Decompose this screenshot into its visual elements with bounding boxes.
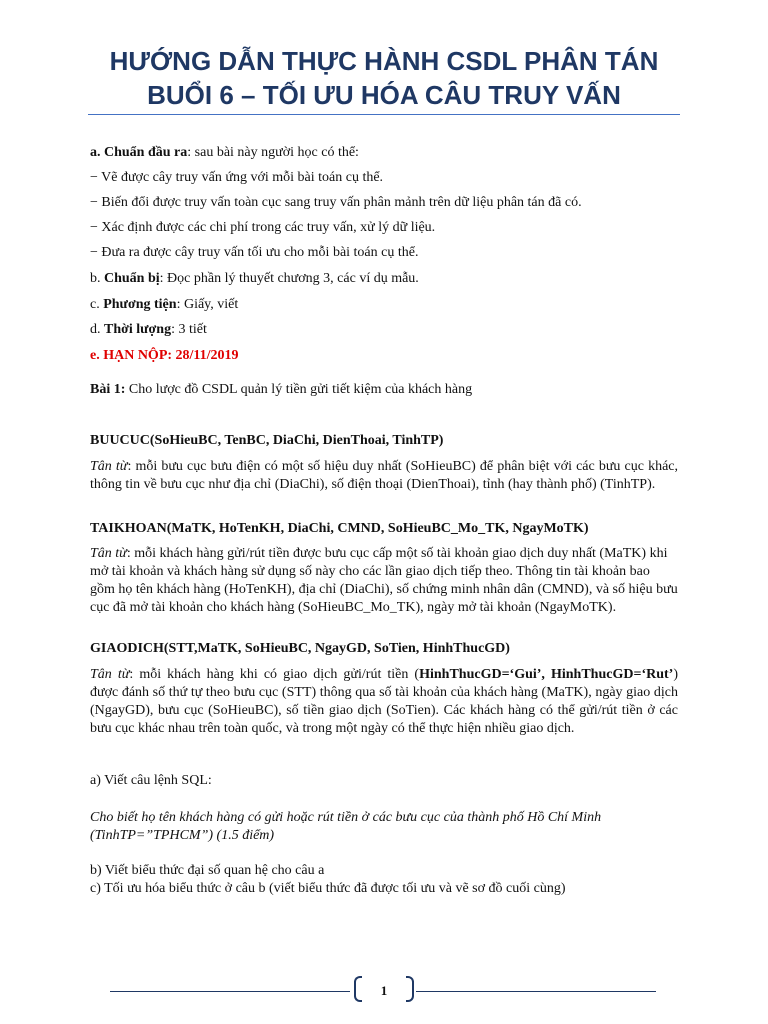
exercise-heading: Bài 1: Cho lược đồ CSDL quản lý tiền gửi tiết kiệm của khách hàng	[90, 382, 473, 397]
outcome-item: − Xác định được các chi phí trong các truy vấn, xử lý dữ liệu.	[90, 220, 436, 235]
document-title	[0, 44, 768, 112]
question-c: c) Tối ưu hóa biểu thức ở câu b (viết biểu thức đã được tối ưu và vẽ sơ đồ cuối cùng)	[90, 881, 566, 896]
schema-buucuc: BUUCUC(SoHieuBC, TenBC, DiaChi, DienThoai, TinhTP)	[90, 433, 444, 448]
taikhoan-description: Tân từ: mỗi khách hàng gửi/rút tiền được bưu cục cấp một số tài khoản giao dịch duy nhất (MaTK) khi mở tài khoản và khách hàng sử dụng số này cho các lần giao dịch tiếp theo. Thông tin tài khoản bao gồm họ tên khách hàng (HoTenKH), địa chỉ (DiaChi), số chứng minh nhân dân (CMND), và số hiệu bưu cục đã mở tài khoản cho khách hàng (SoHieuBC_Mo_TK), ngày mở tài khoản (NgayMoTK).	[90, 546, 678, 615]
title-line-2: BUỔI 6 – TỐI ƯU HÓA CÂU TRUY VẤN	[147, 80, 621, 110]
page-number: 1	[380, 983, 388, 998]
schema-giaodich: GIAODICH(STT,MaTK, SoHieuBC, NgayGD, SoTien, HinhThucGD)	[90, 641, 510, 656]
question-b: b) Viết biểu thức đại số quan hệ cho câu a	[90, 863, 325, 878]
deadline-line: e. HẠN NỘP: 28/11/2019	[90, 348, 239, 363]
outcome-item: − Vẽ được cây truy vấn ứng với mỗi bài toán cụ thể.	[90, 170, 384, 185]
question-a: a) Viết câu lệnh SQL:	[90, 773, 212, 788]
footer-divider-right	[416, 991, 656, 992]
preparation-line: b. Chuẩn bị: Đọc phần lý thuyết chương 3, các ví dụ mẫu.	[90, 271, 419, 286]
duration-line: d. Thời lượng: 3 tiết	[90, 322, 207, 337]
question-a-detail: Cho biết họ tên khách hàng có gửi hoặc rút tiền ở các bưu cục của thành phố Hồ Chí Minh (TinhTP=”TPHCM”) (1.5 điểm)	[90, 810, 602, 843]
title-line-1: HƯỚNG DẪN THỰC HÀNH CSDL PHÂN TÁN	[109, 46, 659, 76]
outcomes-heading: a. Chuẩn đầu ra: sau bài này người học có thể:	[90, 145, 359, 160]
giaodich-description: Tân từ: mỗi khách hàng khi có giao dịch gửi/rút tiền (HinhThucGD=‘Gui’, HinhThucGD=‘Rut’) được đánh số thứ tự theo bưu cục (STT) thông qua số tài khoản của khách hàng (MaTK), ngày giao dịch (NgayGD), bưu cục (SoHieuBC), số tiền giao dịch (SoTien). Các khách hàng có thể gửi/rút tiền ở các bưu cục khác nhau trên toàn quốc, và trong một ngày có thể thực hiện nhiều giao dịch.	[90, 667, 678, 736]
tools-line: c. Phương tiện: Giấy, viết	[90, 297, 239, 312]
title-divider	[88, 114, 680, 115]
outcome-item: − Biến đổi được truy vấn toàn cục sang truy vấn phân mảnh trên dữ liệu phân tán đã có.	[90, 195, 582, 210]
schema-taikhoan: TAIKHOAN(MaTK, HoTenKH, DiaChi, CMND, SoHieuBC_Mo_TK, NgayMoTK)	[90, 521, 589, 536]
footer-divider-left	[110, 991, 350, 992]
buucuc-description: Tân từ: mỗi bưu cục bưu điện có một số hiệu duy nhất (SoHieuBC) để phân biệt với các bưu cục khác, thông tin về bưu cục như địa chỉ (DiaChi), số điện thoại (DienThoai), tỉnh (hay thành phố) (TinhTP).	[90, 459, 679, 492]
outcome-item: − Đưa ra được cây truy vấn tối ưu cho mỗi bài toán cụ thể.	[90, 245, 419, 260]
